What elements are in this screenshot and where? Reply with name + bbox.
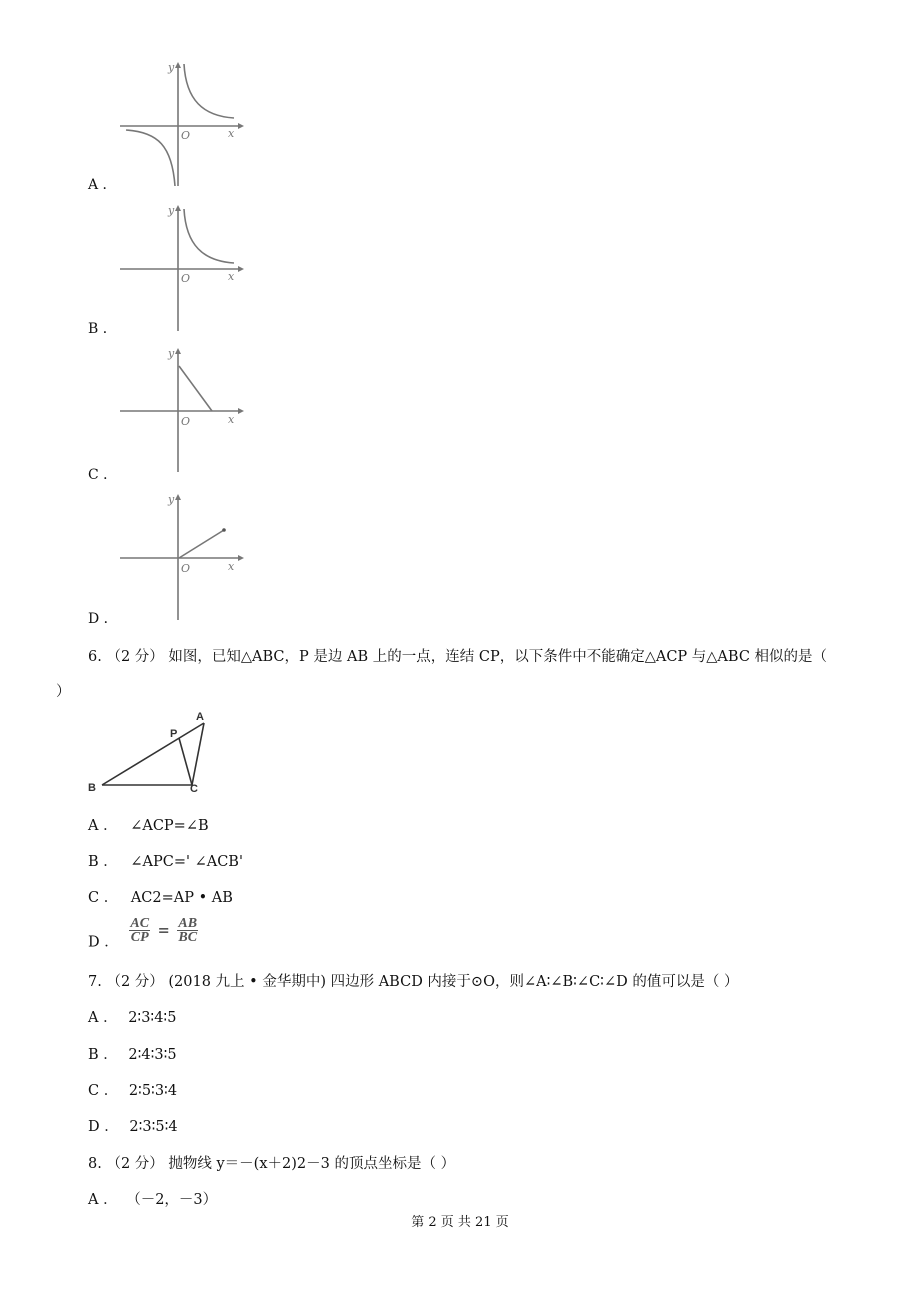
axis-x-label: x — [228, 413, 235, 426]
y-arrow-icon — [175, 62, 181, 68]
option-text: 2∶5∶3∶4 — [128, 1083, 178, 1099]
fraction-numerator: AC — [130, 916, 150, 931]
y-arrow-icon — [175, 205, 181, 211]
option-text: 2∶3∶4∶5 — [128, 1010, 177, 1026]
option-label: C ． — [88, 1083, 119, 1099]
origin-label: O — [181, 562, 191, 575]
q8-option-a — [88, 1188, 217, 1209]
x-arrow-icon — [238, 266, 244, 272]
origin-label: O — [181, 129, 191, 142]
q5-option-b-label: B ． — [88, 321, 117, 337]
x-arrow-icon — [238, 408, 244, 414]
q6-stem-line1: 6. （2 分） 如图，已知△ABC，P 是边 AB 上的一点，连结 CP，以下条件中不能确定△ACP 与△ABC 相似的是（ — [88, 649, 828, 665]
option-text: 2∶3∶5∶4 — [129, 1119, 178, 1135]
y-arrow-icon — [175, 494, 181, 500]
option-label: A ． — [88, 818, 118, 834]
y-arrow-icon — [175, 348, 181, 354]
origin-label: O — [181, 272, 191, 285]
vertex-b-label: B — [88, 782, 96, 794]
option-label: B ． — [88, 854, 118, 870]
q6-triangle-figure — [84, 708, 224, 804]
q8-stem: 8. （2 分） 抛物线 y＝－(x＋2)2－3 的顶点坐标是（ ） — [88, 1156, 456, 1172]
q6-option-c — [88, 886, 233, 907]
page-footer: 第 2 页 共 21 页 — [411, 1215, 509, 1230]
option-label: D ． — [88, 934, 119, 951]
segment-cp — [179, 738, 192, 785]
point-p-label: P — [170, 728, 178, 740]
curve-left — [126, 130, 175, 186]
q5-graph-b — [118, 203, 248, 339]
vertex-a-label: A — [196, 711, 204, 723]
option-text: 2∶4∶3∶5 — [128, 1047, 177, 1063]
fraction-denominator: BC — [178, 930, 198, 945]
axis-x-label: x — [228, 127, 235, 140]
axis-y-label: y — [168, 204, 175, 217]
line-segment — [179, 366, 212, 411]
x-arrow-icon — [238, 555, 244, 561]
option-text: ∠ACP=∠B — [130, 818, 209, 834]
q5-graph-a — [118, 60, 248, 194]
fraction-denominator: CP — [130, 930, 149, 945]
curve-right — [184, 209, 234, 263]
option-label: B ． — [88, 1047, 118, 1063]
axis-x-label: x — [228, 560, 235, 573]
curve-right — [184, 64, 234, 118]
option-label: D ． — [88, 1119, 119, 1135]
axis-x-label: x — [228, 270, 235, 283]
q7-option-a — [88, 1006, 176, 1027]
equals-sign: = — [157, 921, 170, 939]
q7-option-d — [88, 1115, 178, 1136]
q5-option-a-label: A ． — [88, 177, 117, 193]
q6-stem-line2: ） — [56, 684, 71, 700]
fraction-ab-bc — [177, 917, 198, 944]
q7-option-c — [88, 1079, 177, 1100]
q6-option-a — [88, 814, 209, 835]
q5-graph-d — [118, 492, 248, 628]
axis-y-label: y — [168, 347, 175, 360]
axis-y-label: y — [168, 493, 175, 506]
q6-option-b — [88, 850, 243, 871]
axis-y-label: y — [168, 61, 175, 74]
q5-graph-c — [118, 346, 248, 480]
q7-stem: 7. （2 分） (2018 九上 • 金华期中) 四边形 ABCD 内接于⊙O，则∠A∶∠B∶∠C∶∠D 的值可以是（ ） — [88, 974, 739, 990]
fraction-numerator: AB — [178, 916, 198, 931]
option-text: ∠APC=' ∠ACB' — [130, 854, 243, 870]
option-text: （－2，－3） — [126, 1192, 218, 1208]
x-arrow-icon — [238, 123, 244, 129]
option-label: C ． — [88, 890, 119, 906]
vertex-c-label: C — [190, 783, 198, 795]
option-label: A ． — [88, 1010, 118, 1026]
endpoint-dot — [222, 528, 226, 532]
side-ac — [192, 723, 204, 785]
option-label: A ． — [88, 1192, 118, 1208]
fraction-ac-cp — [129, 917, 150, 944]
origin-label: O — [181, 415, 191, 428]
q5-option-d-label: D ． — [88, 611, 118, 627]
q6-option-d — [88, 917, 198, 952]
line-segment — [179, 530, 224, 558]
q5-option-c-label: C ． — [88, 467, 118, 483]
option-text: AC2=AP • AB — [130, 890, 233, 906]
q7-option-b — [88, 1043, 177, 1064]
